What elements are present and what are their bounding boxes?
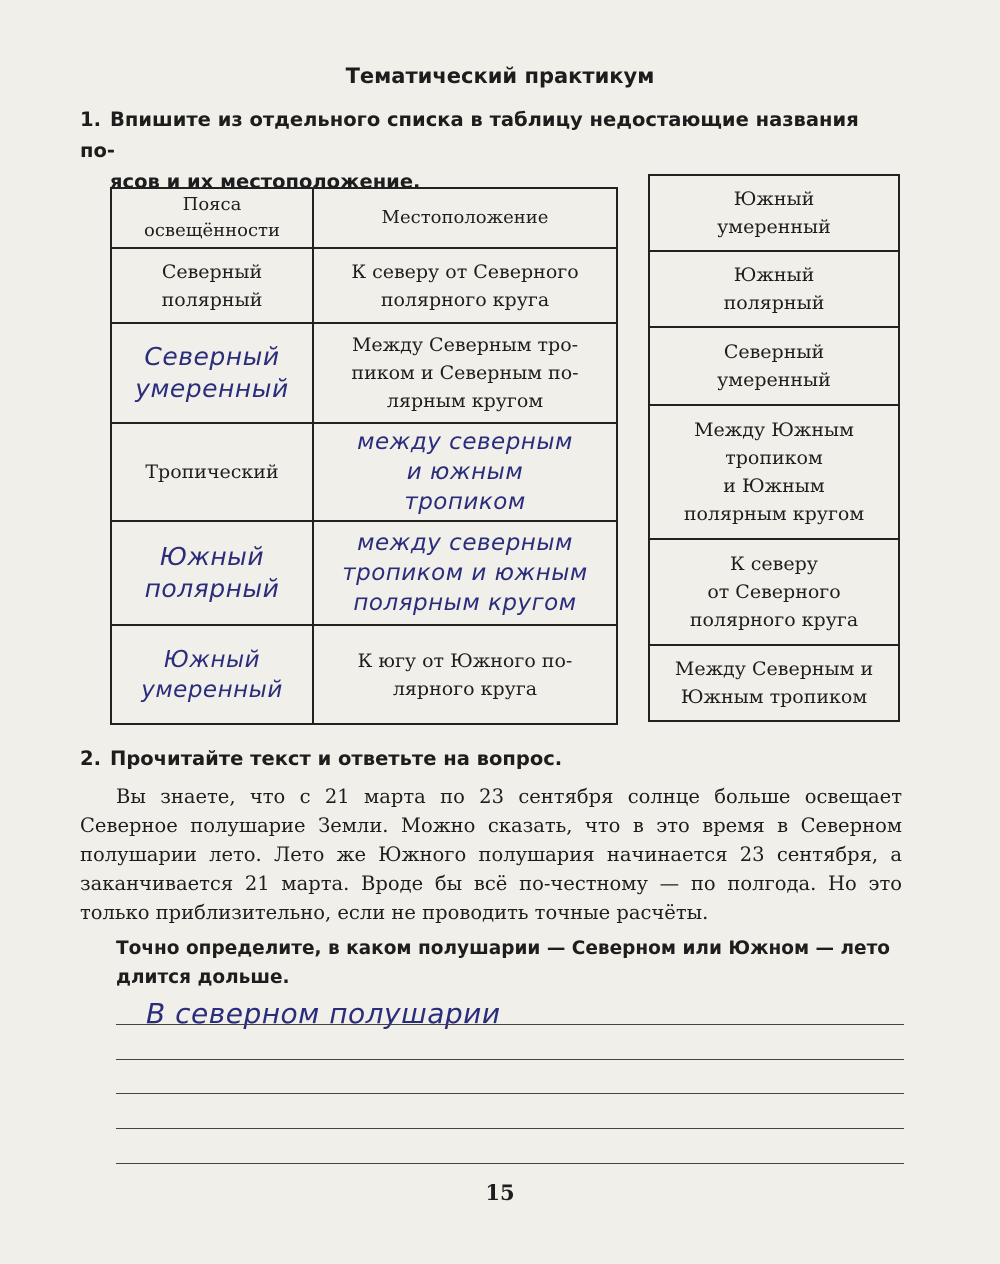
location-cell xyxy=(313,323,617,423)
header-location xyxy=(313,188,617,248)
list-item xyxy=(649,405,899,539)
handwritten-line1: между северным xyxy=(357,530,573,556)
zone-cell xyxy=(111,248,313,323)
task-2-text: Прочитайте текст и ответьте на вопрос. xyxy=(110,747,563,770)
handwritten-line1: между северным xyxy=(357,429,573,455)
handwritten-answer[interactable]: В северном полушарии xyxy=(146,997,501,1030)
table-row xyxy=(111,521,617,625)
table-header-row xyxy=(111,188,617,248)
option-line3: полярного круга xyxy=(689,609,859,631)
option-line2: Южным тропиком xyxy=(680,686,868,708)
handwritten-line3: полярным кругом xyxy=(353,590,577,616)
list-item xyxy=(649,327,899,405)
zone-cell xyxy=(111,423,313,521)
header-zone-line1: Пояса xyxy=(182,194,242,215)
handwritten-zone-cell[interactable] xyxy=(111,625,313,724)
task-1-text-line2: ясов и их местоположение. xyxy=(110,170,421,193)
task-2-question: Точно определите, в каком полушарии — Северном или Южном — лето длится дольше. xyxy=(116,938,891,988)
option-line1: Южный xyxy=(733,264,815,286)
list-item xyxy=(649,175,899,251)
handwritten-location-cell[interactable] xyxy=(313,521,617,625)
handwritten-line1: Южный xyxy=(163,646,261,673)
location-line1: К северу от Северного xyxy=(351,260,579,283)
location-line1: К югу от Южного по- xyxy=(357,649,573,672)
option-line1: К северу xyxy=(730,553,818,575)
option-cell xyxy=(649,175,899,251)
table-row xyxy=(111,625,617,724)
zone-line1: Северный xyxy=(161,260,263,283)
answer-line xyxy=(116,1059,904,1060)
location-cell xyxy=(313,248,617,323)
handwritten-line2: и южным xyxy=(406,459,524,485)
option-cell xyxy=(649,539,899,645)
header-location-text: Местоположение xyxy=(381,207,549,228)
option-line3: и Южным xyxy=(723,475,825,497)
handwritten-line2: умеренный xyxy=(135,374,289,403)
handwritten-line1: Южный xyxy=(159,542,265,571)
option-line2: полярный xyxy=(723,292,825,314)
header-zone xyxy=(111,188,313,248)
option-cell xyxy=(649,645,899,721)
handwritten-line3: тропиком xyxy=(404,489,526,515)
answer-line xyxy=(116,1024,904,1025)
option-line2: умеренный xyxy=(717,216,831,238)
handwritten-zone-cell[interactable] xyxy=(111,323,313,423)
task-1-number: 1. xyxy=(80,108,101,131)
table-row xyxy=(111,248,617,323)
page-title: Тематический практикум xyxy=(345,64,655,88)
task-2-heading xyxy=(80,743,900,774)
option-line1: Северный xyxy=(723,341,825,363)
handwritten-location-cell[interactable] xyxy=(313,423,617,521)
options-list xyxy=(648,174,900,722)
answer-line xyxy=(116,1128,904,1129)
table-row xyxy=(111,423,617,521)
option-cell xyxy=(649,405,899,539)
option-line1: Между Южным xyxy=(694,419,854,441)
location-line3: лярным кругом xyxy=(386,390,544,412)
answer-line xyxy=(116,1093,904,1094)
option-cell xyxy=(649,251,899,327)
list-item xyxy=(649,539,899,645)
zone-line2: полярный xyxy=(161,288,263,311)
option-line2: умеренный xyxy=(717,369,831,391)
page-number: 15 xyxy=(485,1180,515,1205)
option-line2: тропиком xyxy=(725,447,823,469)
answer-line xyxy=(116,1163,904,1164)
paragraph-text: Вы знаете, что с 21 марта по 23 сентября солнце больше освещает Северное полушарие Земли. Можно сказать, что в это время в Северном полушарии лето. Лето же Южного полушария начинается 23 сентября, а заканчивается 21 марта. Вроде бы всё по-честному — по полгода. Но это только приблизительно, если не проводить точные расчёты. xyxy=(80,785,902,924)
zones-table xyxy=(110,187,618,725)
handwritten-line2: тропиком и южным xyxy=(342,560,588,586)
location-line2: полярного круга xyxy=(380,288,550,311)
option-line1: Между Северным и xyxy=(674,658,874,680)
task-1-text-line1: Впишите из отдельного списка в таблицу недостающие названия по- xyxy=(80,108,859,162)
handwritten-line2: умеренный xyxy=(141,676,283,703)
zone-line1: Тропический xyxy=(145,461,279,483)
table-row xyxy=(111,323,617,423)
header-zone-line2: освещённости xyxy=(144,220,280,241)
handwritten-zone-cell[interactable] xyxy=(111,521,313,625)
list-item xyxy=(649,645,899,721)
location-line2: лярного круга xyxy=(392,677,538,700)
location-line1: Между Северным тро- xyxy=(351,334,579,356)
handwritten-line2: полярный xyxy=(144,574,280,603)
option-line4: полярным кругом xyxy=(683,503,865,525)
location-cell xyxy=(313,625,617,724)
task-2-paragraph xyxy=(80,782,902,927)
option-line1: Южный xyxy=(733,188,815,210)
handwritten-line1: Северный xyxy=(144,342,280,371)
option-cell xyxy=(649,327,899,405)
option-line2: от Северного xyxy=(707,581,841,603)
location-line2: пиком и Северным по- xyxy=(351,362,579,384)
list-item xyxy=(649,251,899,327)
task-2-number: 2. xyxy=(80,747,101,770)
